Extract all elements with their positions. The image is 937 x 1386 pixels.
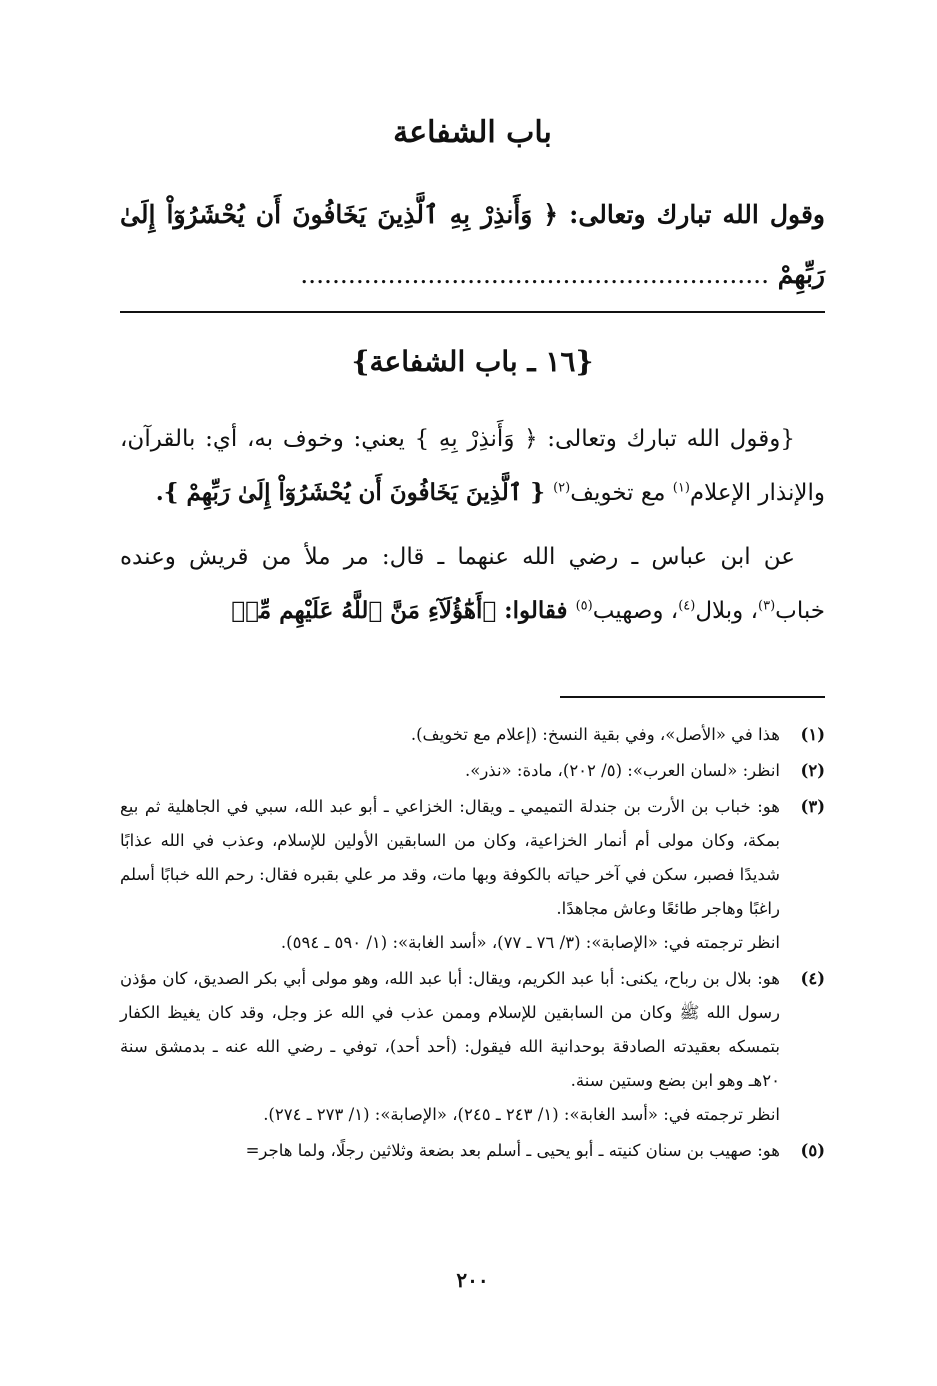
footnote-4 <box>120 962 825 1132</box>
section-title: {١٦ ـ باب الشفاعة} <box>351 345 594 378</box>
footnote-text: انظر: «لسان العرب»: (٥/ ٢٠٢)، مادة: «نذر». <box>464 761 780 780</box>
footnote-ref-5: (٥) <box>575 598 593 614</box>
chapter-title: باب الشفاعة <box>393 115 552 150</box>
footnote-1 <box>120 718 825 752</box>
commentary-body <box>120 412 825 638</box>
page-number: ٢٠٠ <box>456 1268 489 1292</box>
footnote-ref-3: (٣) <box>758 598 776 614</box>
matn-separator-rule <box>120 311 825 313</box>
footnote-ref-2: (٢) <box>553 480 571 496</box>
matn-text <box>120 185 825 305</box>
footnote-text: هذا في «الأصل»، وفي بقية النسخ: (إعلام مع تخويف). <box>410 725 780 744</box>
footnote-2 <box>120 754 825 788</box>
footnotes <box>120 718 825 1170</box>
footnote-separator-rule <box>560 696 825 698</box>
footnote-5 <box>120 1134 825 1168</box>
commentary-text: عن ابن عباس ـ رضي الله عنهما ـ قال: مر ملأ من قريش وعنده خباب <box>120 544 825 624</box>
commentary-text: مع تخويف <box>570 480 673 506</box>
matn-verse: وقول الله تبارك وتعالى: ﴿ وَأَنذِرْ بِهِ ٱلَّذِينَ يَخَافُونَ أَن يُحْشَرُوٓاْ إِلَىٰ رَبِّهِمْ <box>120 200 825 289</box>
footnote-number: (٤) <box>800 969 825 988</box>
footnote-number: (٣) <box>800 797 825 816</box>
footnote-number: (٢) <box>800 761 825 780</box>
footnote-text: هو: خباب بن الأرت بن جندلة التميمي ـ ويقال: الخزاعي ـ أبو عبد الله، سبي في الجاهلية ثم بيع بمكة، وكان مولى أم أنمار الخزاعية، وكان من السابقين الأولين للإسلام، وعذب في الله عذابًا شديدًا فصبر، سكن في آخر حياته بالكوفة وبها مات، وقد مر علي بقبره فقال: رحم الله خبابًا أسلم راغبًا وهاجر طائعًا وعاش مجاهدًا. <box>120 797 780 918</box>
matn-dots: ........................................................... <box>300 260 770 289</box>
footnote-3 <box>120 790 825 960</box>
commentary-text: {وقول الله تبارك وتعالى: ﴿ وَأَنذِرْ بِهِ } يعني: وخوف به، أي: بالقرآن، والإنذار الإعلام <box>120 426 825 506</box>
footnote-ref-4: (٤) <box>678 598 696 614</box>
footnote-text: هو: صهيب بن سنان كنيته ـ أبو يحيى ـ أسلم بعد بضعة وثلاثين رجلًا، ولما هاجر= <box>245 1141 780 1160</box>
footnote-text: هو: بلال بن رباح، يكنى: أبا عبد الكريم، ويقال: أبا عبد الله، وهو مولى أبي بكر الصديق، كان مؤذن رسول الله ﷺ وكان من السابقين للإسلام وممن عذب في الله عز وجل، وقد كان يغيظ الكفار بتمسكه بعقيدته الصادقة بوحدانية الله فيقول: (أحد أحد)، توفي ـ رضي الله عنه ـ بدمشق سنة ٢٠هـ وهو ابن بضع وستين سنة. <box>120 969 780 1090</box>
quran-verse: فقالوا: ﴿أَهَٰٓؤُلَآءِ مَنَّ ٱللَّهُ عَلَيْهِم مِّنۢ <box>231 597 576 624</box>
commentary-paragraph-1 <box>120 412 825 520</box>
commentary-paragraph-2 <box>120 530 825 638</box>
footnote-number: (٥) <box>800 1141 825 1160</box>
commentary-text: ، وصهيب <box>592 598 679 624</box>
footnote-reference: انظر ترجمته في: «أسد الغابة»: (١/ ٢٤٣ ـ ٢٤٥)، «الإصابة»: (١/ ٢٧٣ ـ ٢٧٤). <box>263 1105 780 1124</box>
footnote-ref-1: (١) <box>672 480 690 496</box>
quran-verse: { ٱلَّذِينَ يَخَافُونَ أَن يُحْشَرُوٓاْ إِلَىٰ رَبِّهِمْ }. <box>155 479 554 506</box>
footnote-reference: انظر ترجمته في: «الإصابة»: (٣/ ٧٦ ـ ٧٧)، «أسد الغابة»: (١/ ٥٩٠ ـ ٥٩٤). <box>280 933 780 952</box>
commentary-text: ، وبلال <box>695 598 759 624</box>
footnote-number: (١) <box>800 725 825 744</box>
book-page <box>120 0 825 1386</box>
